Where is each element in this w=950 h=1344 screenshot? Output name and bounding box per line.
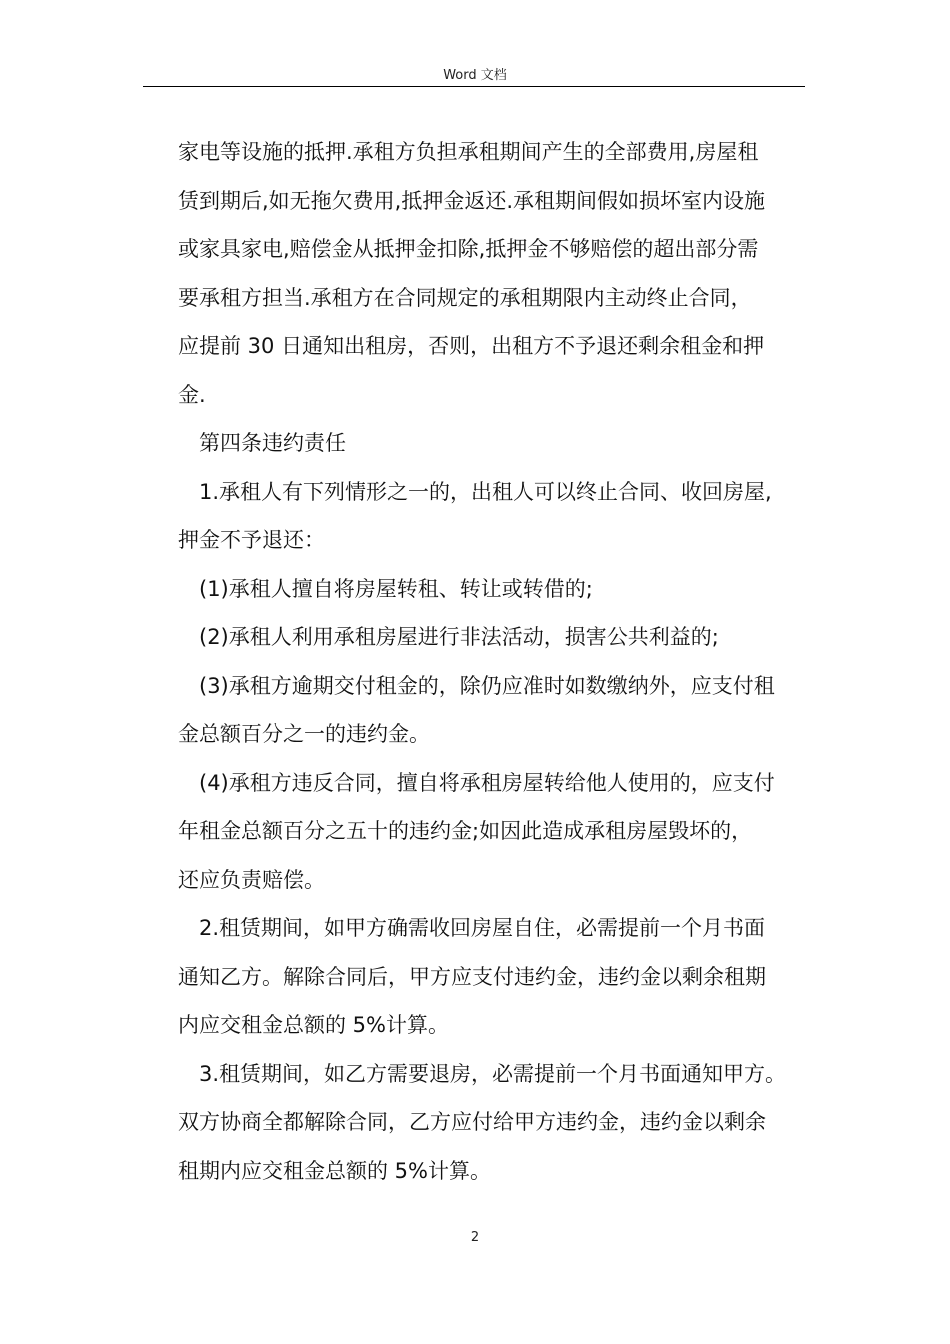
body-line: 内应交租金总额的 5%计算。: [178, 1013, 449, 1037]
body-line: 3.租赁期间，如乙方需要退房，必需提前一个月书面通知甲方。: [199, 1061, 787, 1086]
document-body: [178, 128, 810, 1195]
body-line: 家电等设施的抵押.承租方负担承租期间产生的全部费用,房屋租: [178, 140, 759, 164]
body-line: 双方协商全都解除合同，乙方应付给甲方违约金，违约金以剩余: [178, 1110, 766, 1134]
body-line: 赁到期后,如无拖欠费用,抵押金返还.承租期间假如损坏室内设施: [178, 188, 766, 213]
body-line: (2)承租人利用承租房屋进行非法活动，损害公共利益的;: [199, 625, 719, 649]
body-line: (1)承租人擅自将房屋转租、转让或转借的;: [199, 576, 593, 601]
body-line: 还应负责赔偿。: [178, 867, 325, 892]
body-line: 1.承租人有下列情形之一的，出租人可以终止合同、收回房屋,: [199, 479, 772, 504]
body-line: 2.租赁期间，如甲方确需收回房屋自住，必需提前一个月书面: [199, 916, 766, 940]
body-line: (3)承租方逾期交付租金的，除仍应准时如数缴纳外，应支付租: [199, 673, 775, 698]
body-line: 金总额百分之一的违约金。: [178, 722, 430, 746]
body-line: 或家具家电,赔偿金从抵押金扣除,抵押金不够赔偿的超出部分需: [178, 237, 759, 261]
header-divider: [143, 86, 805, 87]
body-line: 金.: [178, 382, 206, 407]
page-number: 2: [470, 1230, 480, 1245]
section-heading: 第四条违约责任: [199, 431, 346, 455]
body-line: 年租金总额百分之五十的违约金;如因此造成承租房屋毁坏的，: [178, 819, 753, 843]
body-line: (4)承租方违反合同，擅自将承租房屋转给他人使用的，应支付: [199, 770, 775, 795]
body-line: 租期内应交租金总额的 5%计算。: [178, 1158, 491, 1183]
body-line: 押金不予退还：: [178, 528, 325, 552]
body-line: 通知乙方。解除合同后，甲方应支付违约金，违约金以剩余租期: [178, 964, 766, 989]
body-line: 应提前 30 日通知出租房，否则，出租方不予退还剩余租金和押: [178, 334, 765, 358]
document-header: Word 文档: [443, 68, 507, 83]
body-line: 要承租方担当.承租方在合同规定的承租期限内主动终止合同，: [178, 285, 752, 310]
